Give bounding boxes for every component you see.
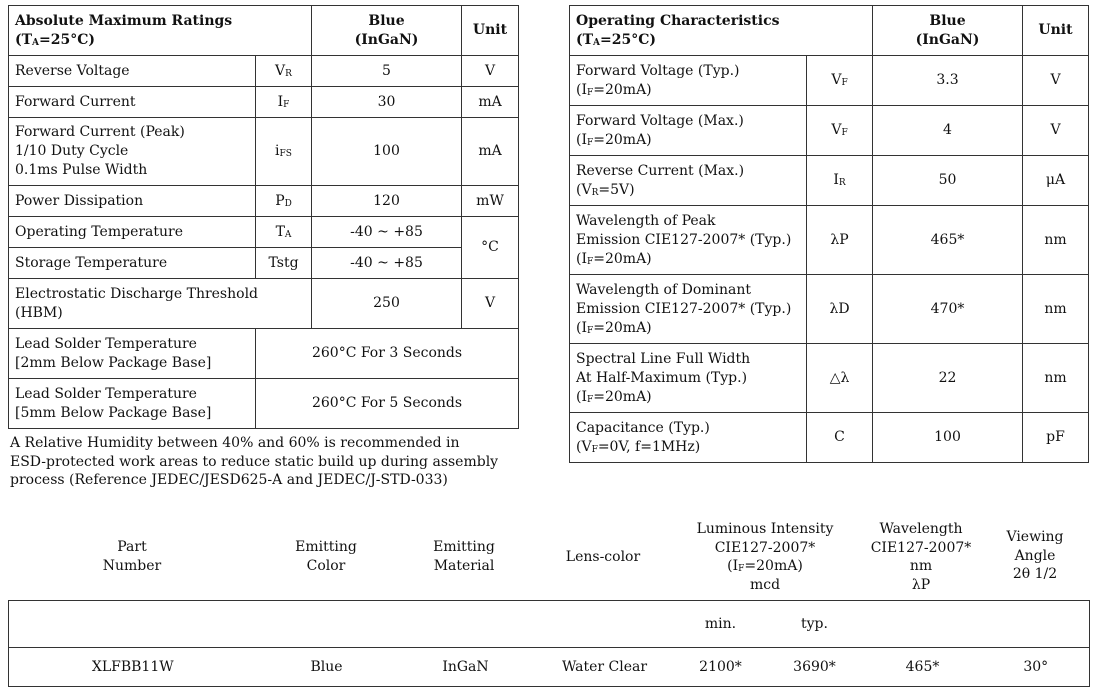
part-header bbox=[8, 518, 1088, 602]
amr-condition: $(T_A=25^\circ C)$ bbox=[15, 31, 96, 48]
amr-param: Storage Temperature bbox=[9, 248, 256, 279]
amr-symbol: $P_D$ bbox=[256, 186, 312, 217]
oc-unit: nm bbox=[1023, 206, 1089, 275]
oc-header-row bbox=[570, 6, 1089, 56]
oc-symbol: λD bbox=[807, 275, 873, 344]
amr-title-cell bbox=[9, 6, 312, 56]
part-number: XLFBB11W bbox=[9, 648, 257, 687]
amr-param: Power Dissipation bbox=[9, 186, 256, 217]
amr-value: -40 ~ +85 bbox=[312, 248, 462, 279]
oc-row bbox=[570, 106, 1089, 156]
amr-value: 260°C For 5 Seconds bbox=[256, 379, 519, 429]
amr-unit: mA bbox=[462, 87, 519, 118]
oc-symbol: $I_R$ bbox=[807, 156, 873, 206]
viewing-angle-value: 30° bbox=[983, 648, 1090, 687]
amr-unit: V bbox=[462, 279, 519, 329]
sub-empty bbox=[397, 601, 535, 648]
amr-value: 100 bbox=[312, 118, 462, 186]
oc-param: Spectral Line Full Width At Half-Maximum (Typ.) $(I_F=20mA)$ bbox=[570, 344, 807, 413]
sub-empty bbox=[535, 601, 675, 648]
esd-note: A Relative Humidity between 40% and 60% is recommended in ESD-protected work areas to reduce static build up during assembly process (Reference JEDEC/JESD625-A and JEDEC/J-STD-033) bbox=[10, 435, 499, 488]
sub-min: min. bbox=[675, 601, 767, 648]
oc-unit: nm bbox=[1023, 344, 1089, 413]
amr-symbol: $I_F$ bbox=[256, 87, 312, 118]
amr-symbol: Tstg bbox=[256, 248, 312, 279]
amr-row bbox=[9, 379, 519, 429]
amr-header-row bbox=[9, 6, 519, 56]
amr-unit-header: Unit bbox=[462, 6, 519, 56]
sub-empty bbox=[983, 601, 1090, 648]
oc-symbol: C bbox=[807, 413, 873, 463]
amr-value: 250 bbox=[312, 279, 462, 329]
header-wavelength: Wavelength CIE127-2007* nm λP bbox=[870, 521, 972, 593]
amr-symbol: $i_{FS}$ bbox=[256, 118, 312, 186]
header-emitting-material: Emitting Material bbox=[433, 539, 495, 574]
wavelength-value: 465* bbox=[863, 648, 983, 687]
oc-param: Forward Voltage (Typ.) $(I_F=20mA)$ bbox=[570, 56, 807, 106]
amr-param: Forward Current (Peak) 1/10 Duty Cycle 0.1ms Pulse Width bbox=[9, 118, 256, 186]
oc-param: Wavelength of Dominant Emission CIE127-2007* (Typ.) $(I_F=20mA)$ bbox=[570, 275, 807, 344]
sub-empty bbox=[863, 601, 983, 648]
oc-symbol: △λ bbox=[807, 344, 873, 413]
amr-row bbox=[9, 118, 519, 186]
emitting-material: InGaN bbox=[397, 648, 535, 687]
amr-param: Lead Solder Temperature [2mm Below Package Base] bbox=[9, 329, 256, 379]
oc-row bbox=[570, 56, 1089, 106]
amr-param: Electrostatic Discharge Threshold (HBM) bbox=[9, 279, 312, 329]
sub-empty bbox=[9, 601, 257, 648]
oc-unit: V bbox=[1023, 106, 1089, 156]
oc-value: 3.3 bbox=[873, 56, 1023, 106]
header-lens-color: Lens-color bbox=[565, 549, 641, 565]
oc-param: Wavelength of Peak Emission CIE127-2007* (Typ.) $(I_F=20mA)$ bbox=[570, 206, 807, 275]
oc-symbol: $V_F$ bbox=[807, 56, 873, 106]
oc-row bbox=[570, 206, 1089, 275]
emitting-color: Blue bbox=[257, 648, 397, 687]
oc-unit-header: Unit bbox=[1023, 6, 1089, 56]
oc-title: Operating Characteristics bbox=[576, 12, 780, 29]
lens-color: Water Clear bbox=[535, 648, 675, 687]
oc-value: 100 bbox=[873, 413, 1023, 463]
amr-param: Reverse Voltage bbox=[9, 56, 256, 87]
amr-title: Absolute Maximum Ratings bbox=[15, 12, 233, 29]
amr-row bbox=[9, 56, 519, 87]
operating-characteristics-table bbox=[569, 5, 1089, 463]
amr-unit: °C bbox=[462, 217, 519, 279]
oc-unit: V bbox=[1023, 56, 1089, 106]
oc-unit: nm bbox=[1023, 275, 1089, 344]
amr-row bbox=[9, 186, 519, 217]
part-number-table bbox=[8, 600, 1090, 687]
amr-blue-header: Blue (InGaN) bbox=[312, 6, 462, 56]
sub-empty bbox=[257, 601, 397, 648]
amr-unit: mA bbox=[462, 118, 519, 186]
oc-value: 4 bbox=[873, 106, 1023, 156]
amr-param: Forward Current bbox=[9, 87, 256, 118]
oc-value: 465* bbox=[873, 206, 1023, 275]
oc-value: 22 bbox=[873, 344, 1023, 413]
amr-value: -40 ~ +85 bbox=[312, 217, 462, 248]
header-viewing-angle: Viewing Angle 2θ 1/2 bbox=[1006, 529, 1064, 582]
oc-row bbox=[570, 275, 1089, 344]
amr-value: 120 bbox=[312, 186, 462, 217]
header-luminous-intensity: Luminous Intensity CIE127-2007* $(I_F=20mA)$ mcd bbox=[696, 521, 834, 593]
sub-typ: typ. bbox=[767, 601, 863, 648]
amr-value: 5 bbox=[312, 56, 462, 87]
amr-row bbox=[9, 329, 519, 379]
amr-param: Lead Solder Temperature [5mm Below Package Base] bbox=[9, 379, 256, 429]
amr-row bbox=[9, 248, 519, 279]
oc-param: Capacitance (Typ.) ($V_F=0V$, f=1MHz) bbox=[570, 413, 807, 463]
oc-value: 50 bbox=[873, 156, 1023, 206]
amr-unit: mW bbox=[462, 186, 519, 217]
oc-row bbox=[570, 156, 1089, 206]
oc-param: Reverse Current (Max.) $(V_R=5V)$ bbox=[570, 156, 807, 206]
oc-unit: μA bbox=[1023, 156, 1089, 206]
part-data-row bbox=[9, 648, 1090, 687]
header-emitting-color: Emitting Color bbox=[295, 539, 357, 574]
oc-symbol: λP bbox=[807, 206, 873, 275]
amr-unit: V bbox=[462, 56, 519, 87]
intensity-min: 2100* bbox=[675, 648, 767, 687]
oc-title-cell bbox=[570, 6, 873, 56]
amr-param: Operating Temperature bbox=[9, 217, 256, 248]
amr-row bbox=[9, 217, 519, 248]
amr-row bbox=[9, 279, 519, 329]
amr-symbol: $T_A$ bbox=[256, 217, 312, 248]
oc-param: Forward Voltage (Max.) $(I_F=20mA)$ bbox=[570, 106, 807, 156]
amr-value: 30 bbox=[312, 87, 462, 118]
oc-unit: pF bbox=[1023, 413, 1089, 463]
absolute-maximum-ratings-table bbox=[8, 5, 519, 429]
oc-condition: $(T_A=25^\circ C)$ bbox=[576, 31, 657, 48]
oc-symbol: $V_F$ bbox=[807, 106, 873, 156]
oc-value: 470* bbox=[873, 275, 1023, 344]
amr-symbol: $V_R$ bbox=[256, 56, 312, 87]
intensity-typ: 3690* bbox=[767, 648, 863, 687]
amr-row bbox=[9, 87, 519, 118]
oc-blue-header: Blue (InGaN) bbox=[873, 6, 1023, 56]
oc-row bbox=[570, 344, 1089, 413]
amr-value: 260°C For 3 Seconds bbox=[256, 329, 519, 379]
header-part-number: Part Number bbox=[102, 539, 162, 574]
part-subheader-row bbox=[9, 601, 1090, 648]
oc-row bbox=[570, 413, 1089, 463]
